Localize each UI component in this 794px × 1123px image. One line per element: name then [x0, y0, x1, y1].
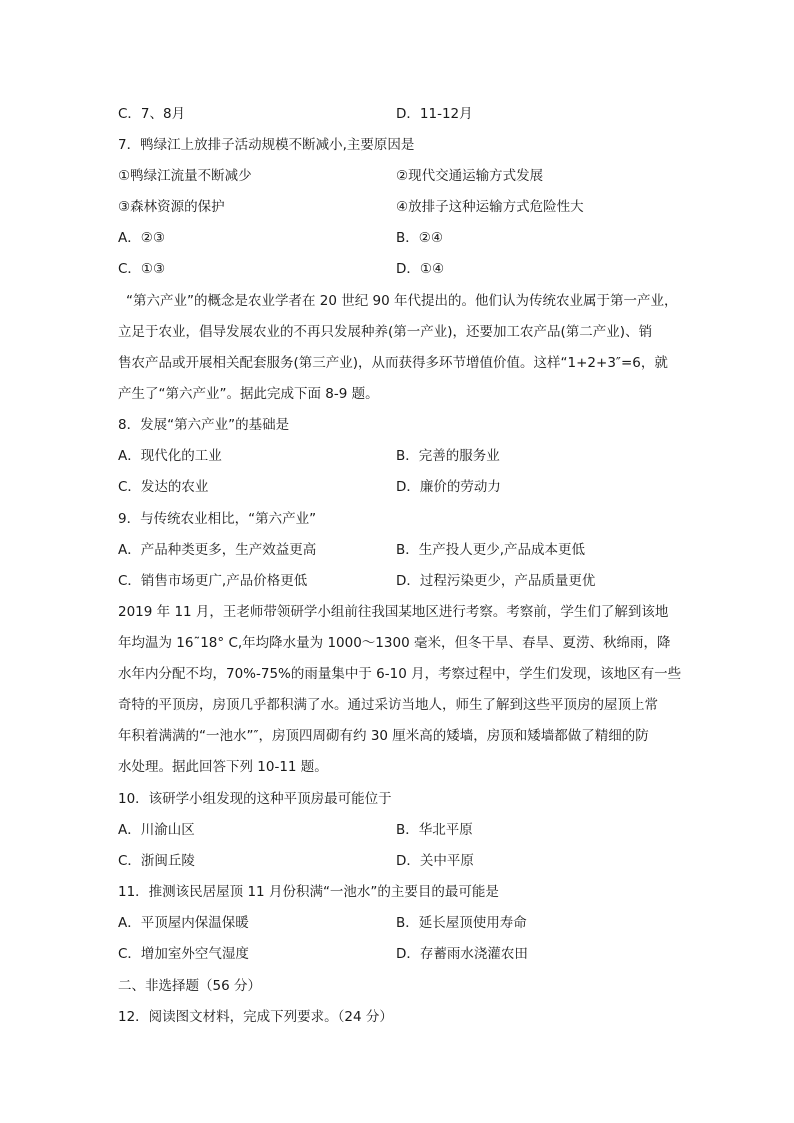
q10-option-b: B．华北平原 [396, 822, 473, 838]
q7-statement-2: ②现代交通运输方式发展 [396, 168, 544, 184]
q7-statement-4: ④放排子这种运输方式危险性大 [396, 199, 584, 215]
q11-option-a: A．平顶屋内保温保暖 [118, 915, 249, 931]
q9-option-b: B．生产投人更少,产品成本更低 [396, 542, 586, 558]
q9-option-c: C．销售市场更广,产品价格更低 [118, 573, 308, 589]
q6-option-c: C．7、8月 [118, 106, 186, 122]
q11-stem: 11．推测该民居屋顶 11 月份积满“一池水”的主要目的最可能是 [118, 884, 499, 900]
q12-stem: 12．阅读图文材料，完成下列要求。（24 分） [118, 1009, 393, 1025]
passage1-line-2: 立足于农业，倡导发展农业的不再只发展种养(第一产业)，还要加工农产品(第二产业)、销 [118, 324, 653, 340]
q10-stem: 10．该研学小组发现的这种平顶房最可能位于 [118, 791, 392, 807]
q7-statement-3: ③森林资源的保护 [118, 199, 225, 215]
q11-option-b: B．延长屋顶使用寿命 [396, 915, 527, 931]
passage1-line-1: “第六产业”的概念是农业学者在 20 世纪 90 年代提出的。他们认为传统农业属于第一产业， [126, 293, 678, 309]
q7-statement-1: ①鸭绿江流量不断减少 [118, 168, 252, 184]
q11-option-c: C．增加室外空气湿度 [118, 946, 249, 962]
q8-option-a: A．现代化的工业 [118, 448, 222, 464]
passage2-line-1: 2019 年 11 月，王老师带领研学小组前往我国某地区进行考察。考察前，学生们了解到该地 [118, 604, 669, 620]
passage2-line-2: 年均温为 16˜18° C,年均降水量为 1000～1300 毫米，但冬干旱、春旱、夏涝、秋绵雨，降 [118, 635, 671, 651]
q8-option-b: B．完善的服务业 [396, 448, 500, 464]
q10-option-a: A．川渝山区 [118, 822, 195, 838]
passage2-line-3: 水年内分配不均，70%-75%的雨量集中于 6-10 月，考察过程中，学生们发现，该地区有一些 [118, 666, 682, 682]
q7-option-b: B．②④ [396, 230, 443, 246]
q7-option-a: A．②③ [118, 230, 165, 246]
q9-option-d: D．过程污染更少，产品质量更优 [396, 573, 596, 589]
passage2-line-6: 水处理。据此回答下列 10-11 题。 [118, 759, 328, 775]
passage2-line-5: 年积着满满的“一池水”″，房顶四周砌有约 30 厘米高的矮墙，房顶和矮墙都做了精细的防 [118, 728, 649, 744]
q8-option-c: C．发达的农业 [118, 479, 209, 495]
q7-stem: 7．鸭绿江上放排子活动规模不断减小,主要原因是 [118, 137, 415, 153]
q8-option-d: D．廉价的劳动力 [396, 479, 501, 495]
passage1-line-4: 产生了“第六产业”。据此完成下面 8-9 题。 [118, 386, 379, 402]
q7-option-c: C．①③ [118, 261, 166, 277]
section-heading: 二、非选择题（56 分） [118, 978, 261, 994]
q9-stem: 9．与传统农业相比，“第六产业” [118, 511, 317, 527]
q9-option-a: A．产品种类更多，生产效益更高 [118, 542, 317, 558]
q10-option-d: D．关中平原 [396, 853, 474, 869]
q6-option-d: D．11-12月 [396, 106, 473, 122]
q11-option-d: D．存蓄雨水浇灌农田 [396, 946, 528, 962]
q8-stem: 8．发展“第六产业”的基础是 [118, 417, 290, 433]
passage1-line-3: 售农产品或开展相关配套服务(第三产业)，从而获得多环节增值价值。这样“1+2+3″=6，就 [118, 355, 668, 371]
passage2-line-4: 奇特的平顶房，房顶几乎都积满了水。通过采访当地人，师生了解到这些平顶房的屋顶上常 [118, 697, 658, 713]
q10-option-c: C．浙闽丘陵 [118, 853, 195, 869]
q7-option-d: D．①④ [396, 261, 445, 277]
